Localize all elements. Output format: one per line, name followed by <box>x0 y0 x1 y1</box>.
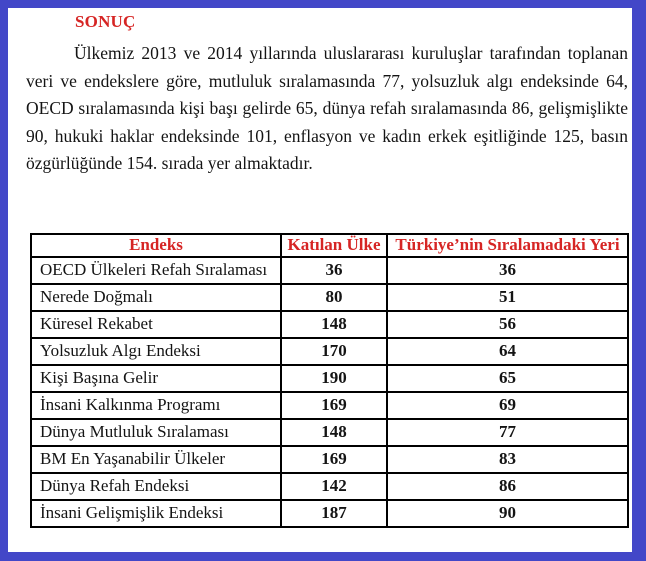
cell-turkey-rank: 51 <box>387 284 628 311</box>
cell-index-name: Küresel Rekabet <box>31 311 281 338</box>
ranking-table <box>30 233 629 528</box>
cell-participant-count: 148 <box>281 419 387 446</box>
table-row <box>31 311 628 338</box>
cell-index-name: Nerede Doğmalı <box>31 284 281 311</box>
table-row <box>31 392 628 419</box>
table-row <box>31 473 628 500</box>
column-header-siralamadaki-yeri: Türkiye’nin Sıralamadaki Yeri <box>387 234 628 257</box>
cell-turkey-rank: 36 <box>387 257 628 284</box>
cell-index-name: OECD Ülkeleri Refah Sıralaması <box>31 257 281 284</box>
cell-index-name: Yolsuzluk Algı Endeksi <box>31 338 281 365</box>
cell-participant-count: 169 <box>281 392 387 419</box>
table-row <box>31 365 628 392</box>
cell-turkey-rank: 64 <box>387 338 628 365</box>
cell-participant-count: 187 <box>281 500 387 527</box>
cell-turkey-rank: 77 <box>387 419 628 446</box>
cell-participant-count: 170 <box>281 338 387 365</box>
cell-turkey-rank: 69 <box>387 392 628 419</box>
table-row <box>31 500 628 527</box>
cell-index-name: Dünya Refah Endeksi <box>31 473 281 500</box>
cell-participant-count: 148 <box>281 311 387 338</box>
cell-turkey-rank: 56 <box>387 311 628 338</box>
column-header-katilan-ulke: Katılan Ülke <box>281 234 387 257</box>
cell-index-name: İnsani Kalkınma Programı <box>31 392 281 419</box>
table-row <box>31 338 628 365</box>
table-header-row <box>31 234 628 257</box>
cell-participant-count: 190 <box>281 365 387 392</box>
cell-turkey-rank: 65 <box>387 365 628 392</box>
column-header-endeks: Endeks <box>31 234 281 257</box>
cell-turkey-rank: 86 <box>387 473 628 500</box>
cell-index-name: Dünya Mutluluk Sıralaması <box>31 419 281 446</box>
section-heading: SONUÇ <box>75 12 136 31</box>
table-row <box>31 257 628 284</box>
summary-paragraph: Ülkemiz 2013 ve 2014 yıllarında uluslararası kuruluşlar tarafından toplanan veri ve endekslere göre, mutluluk sıralamasında 77, yolsuzluk algı endeksinde 64, OECD sıralamasında kişi başı gelirde 65, dünya refah sıralamasında 86, gelişmişlikte 90, hukuki haklar endeksinde 101, enflasyon ve kadın erkek eşitliğinde 125, basın özgürlüğünde 154. sırada yer almaktadır. <box>26 43 628 174</box>
table-row <box>31 284 628 311</box>
cell-index-name: BM En Yaşanabilir Ülkeler <box>31 446 281 473</box>
cell-turkey-rank: 83 <box>387 446 628 473</box>
cell-participant-count: 142 <box>281 473 387 500</box>
cell-participant-count: 80 <box>281 284 387 311</box>
cell-index-name: Kişi Başına Gelir <box>31 365 281 392</box>
cell-participant-count: 169 <box>281 446 387 473</box>
table-row <box>31 419 628 446</box>
table-row <box>31 446 628 473</box>
cell-turkey-rank: 90 <box>387 500 628 527</box>
cell-participant-count: 36 <box>281 257 387 284</box>
cell-index-name: İnsani Gelişmişlik Endeksi <box>31 500 281 527</box>
